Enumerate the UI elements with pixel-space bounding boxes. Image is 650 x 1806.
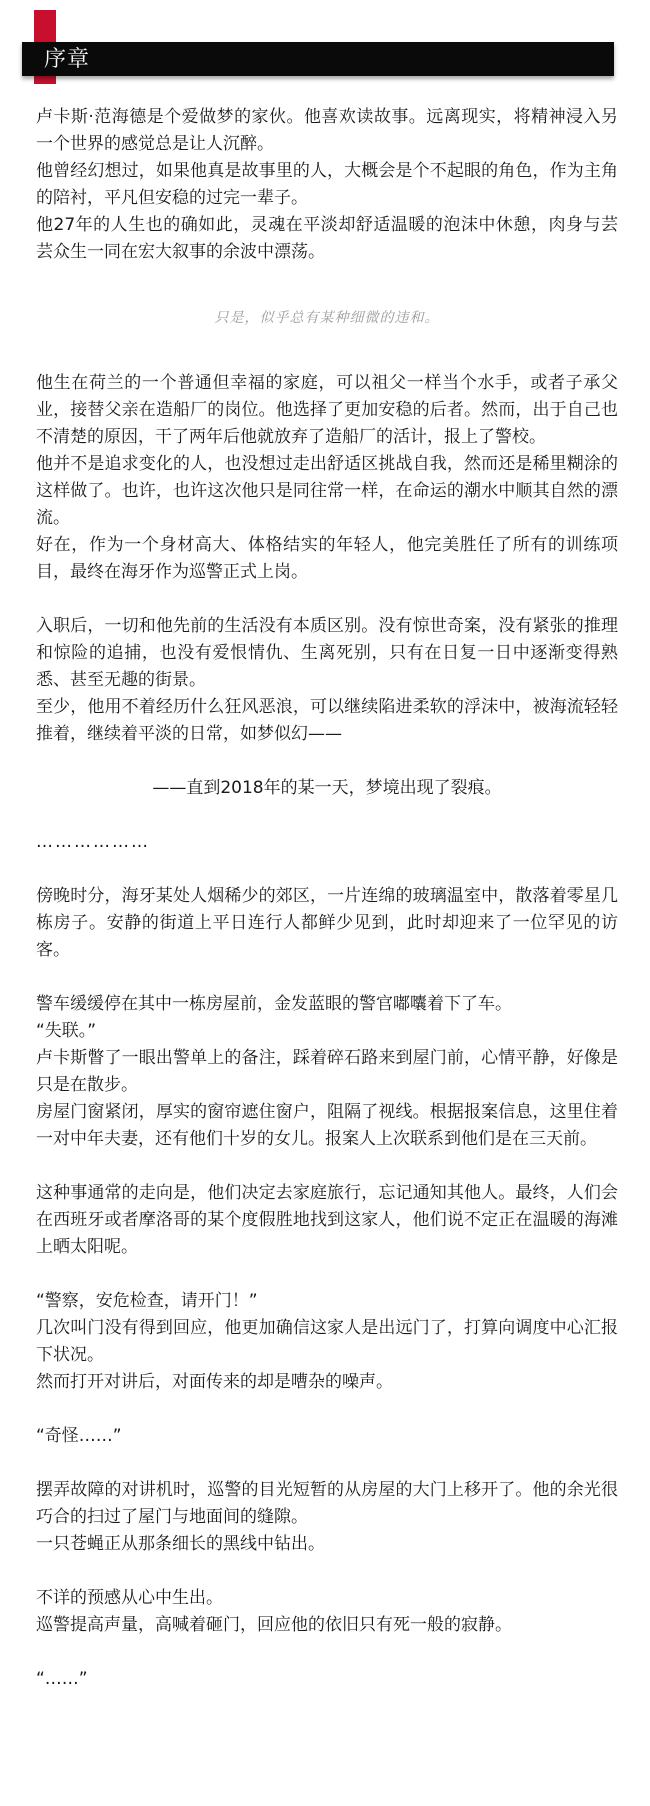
paragraph: 他并不是追求变化的人，也没想过走出舒适区挑战自我，然而还是稀里糊涂的这样做了。也许，也许这次他只是同往常一样，在命运的潮水中顺其自然的漂流。 [36,454,618,528]
paragraph: 至少，他用不着经历什么狂风恶浪，可以继续陷进柔软的浮沫中，被海流轻轻推着，继续着平淡的日常，如梦似幻—— [36,697,618,744]
paragraph: 巡警提高声量，高喊着砸门，回应他的依旧只有死一般的寂静。 [36,1615,512,1635]
paragraph: 卢卡斯·范海德是个爱做梦的家伙。他喜欢读故事。远离现实，将精神浸入另一个世界的感觉总是让人沉醉。 [36,107,618,154]
whisper-line: 只是，似乎总有某种细微的违和。 [214,310,440,326]
spacer [36,330,618,370]
paragraph: 这种事通常的走向是，他们决定去家庭旅行，忘记通知其他人。最终，人们会在西班牙或者摩洛哥的某个度假胜地找到这家人，他们说不定正在温暖的海滩上晒太阳呢。 [36,1183,618,1257]
paragraph: “失联。” [36,1021,97,1041]
paragraph: 几次叫门没有得到回应，他更加确信这家人是出远门了，打算向调度中心汇报下状况。 [36,1318,618,1365]
paragraph: 他生在荷兰的一个普通但幸福的家庭，可以祖父一样当个水手，或者子承父业，接替父亲在造船厂的岗位。他选择了更加安稳的后者。然而，出于自己也不清楚的原因，干了两年后他就放弃了造船厂的活计，报上了警校。 [36,373,618,447]
spacer [36,1261,618,1288]
spacer [36,802,618,829]
spacer [36,586,618,613]
paragraph: 傍晚时分，海牙某处人烟稀少的郊区，一片连绵的玻璃温室中，散落着零星几栋房子。安静的街道上平日连行人都鲜少见到，此时却迎来了一位罕见的访客。 [36,886,618,960]
spacer [36,266,618,306]
paragraph: “警察，安危检查，请开门！” [36,1291,258,1311]
chapter-header-bar [22,42,614,76]
spacer [36,748,618,775]
spacer [36,1558,618,1585]
paragraph: 一只苍蝇正从那条细长的黑线中钻出。 [36,1534,325,1554]
paragraph: “奇怪……” [36,1426,122,1446]
paragraph: 好在，作为一个身材高大、体格结实的年轻人，他完美胜任了所有的训练项目，最终在海牙作为巡警正式上岗。 [36,535,618,582]
chapter-title: 序章 [44,47,91,72]
scene-break-ellipsis: ……………… [36,832,150,852]
paragraph: 入职后，一切和他先前的生活没有本质区别。没有惊世奇案，没有紧张的推理和惊险的追捕，也没有爱恨情仇、生离死别，只有在日复一日中逐渐变得熟悉、甚至无趣的街景。 [36,616,618,690]
paragraph: 不详的预感从心中生出。 [36,1588,223,1608]
paragraph: 然而打开对讲后，对面传来的却是嘈杂的噪声。 [36,1372,393,1392]
paragraph: 房屋门窗紧闭，厚实的窗帘遮住窗户，阻隔了视线。根据报案信息，这里住着一对中年夫妻，还有他们十岁的女儿。报案人上次联系到他们是在三天前。 [36,1102,618,1149]
paragraph: 警车缓缓停在其中一栋房屋前，金发蓝眼的警官嘟囔着下了车。 [36,994,512,1014]
spacer [36,1639,618,1666]
spacer [36,856,618,883]
spacer [36,964,618,991]
turning-point-line: ——直到2018年的某一天，梦境出现了裂痕。 [152,778,502,798]
paragraph: 卢卡斯瞥了一眼出警单上的备注，踩着碎石路来到屋门前，心情平静，好像是只是在散步。 [36,1048,618,1095]
spacer [36,1153,618,1180]
paragraph: 他曾经幻想过，如果他真是故事里的人，大概会是个不起眼的角色，作为主角的陪衬，平凡但安稳的过完一辈子。 [36,161,618,208]
paragraph: 摆弄故障的对讲机时，巡警的目光短暂的从房屋的大门上移开了。他的余光很巧合的扫过了屋门与地面间的缝隙。 [36,1480,618,1527]
paragraph: 他27年的人生也的确如此，灵魂在平淡却舒适温暖的泡沫中休憩，肉身与芸芸众生一同在宏大叙事的余波中漂荡。 [36,215,618,262]
spacer [36,1450,618,1477]
chapter-body [36,104,618,1693]
paragraph: “……” [36,1669,88,1689]
spacer [36,1396,618,1423]
